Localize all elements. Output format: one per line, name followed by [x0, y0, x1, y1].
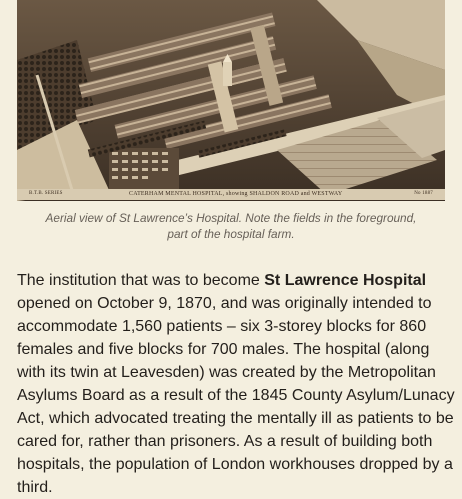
photo-series-label: B.T.B. SERIES — [29, 191, 63, 196]
hospital-name: St Lawrence Hospital — [264, 272, 427, 289]
article-paragraph — [17, 269, 457, 499]
aerial-photo — [17, 0, 445, 201]
article-intro: The institution that was to become — [17, 272, 265, 289]
image-caption — [18, 210, 444, 242]
image-caption-line-1: Aerial view of St Lawrence’s Hospital. Note the fields in the foreground, — [45, 211, 417, 225]
photo-printed-caption — [17, 189, 445, 200]
article-body: opened on October 9, 1870, and was originally intended to accommodate 1,560 patients – six 3-storey blocks for 860 females and five blocks for 700 males. The hospital (along with its twin at Leavesden) was created by the Metropolitan Asylums Board as a result of the 1845 County Asylum/Lunacy Act, which advocated treating the mentally ill as patients to be cared for, rather than prisoners. As a result of building both hospitals, the population of London workhouses dropped by a third. — [17, 295, 455, 496]
photo-number-label: No 1887 — [414, 191, 433, 196]
aerial-photo-image — [17, 0, 445, 201]
image-caption-line-2: part of the hospital farm. — [167, 227, 295, 241]
photo-title-label: CATERHAM MENTAL HOSPITAL, showing SHALDON ROAD and WESTWAY — [129, 191, 343, 197]
